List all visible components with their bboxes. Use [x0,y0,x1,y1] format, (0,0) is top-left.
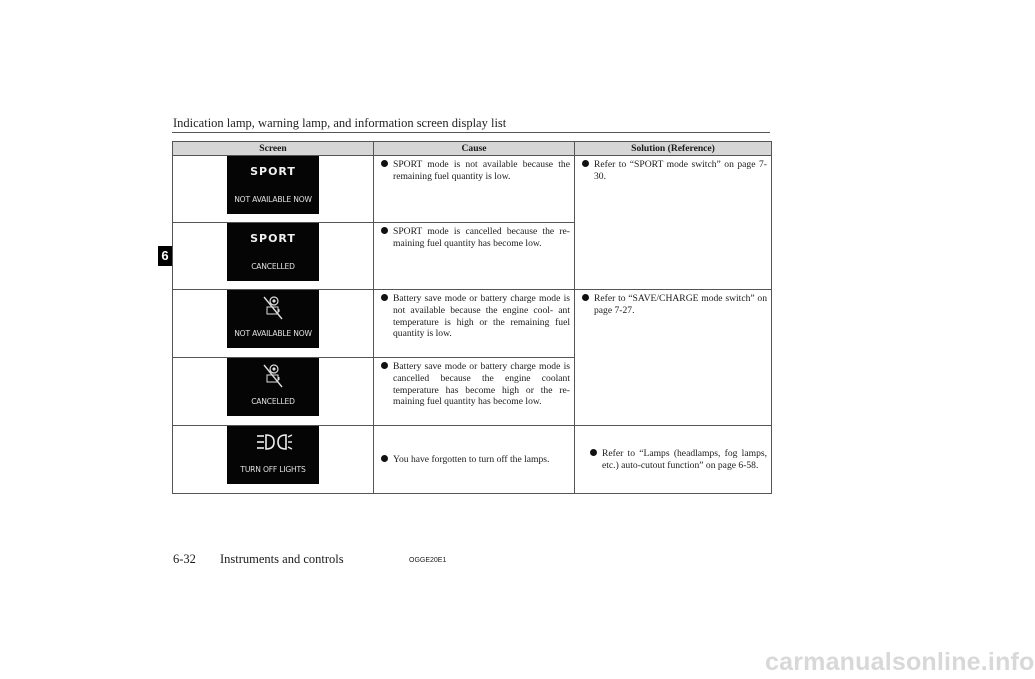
watermark: carmanualsonline.info [765,648,1035,676]
battery-save-icon [262,295,284,321]
cause-cell [374,156,575,223]
display-list-table [172,141,772,494]
battery-save-icon [262,363,284,389]
info-screen-display [227,426,319,484]
display-message: CANCELLED [251,262,295,271]
table-row [173,426,772,494]
cause-cell [374,223,575,290]
info-screen-display [227,290,319,348]
headlamp-icon [255,433,293,451]
header-rule [172,132,770,133]
display-message: NOT AVAILABLE NOW [234,195,312,204]
section-name: Instruments and controls [220,552,344,566]
info-screen-display [227,156,319,214]
screen-cell [173,156,374,223]
bullet-icon [381,160,388,167]
table-header-row [173,142,772,156]
sport-mode-label: SPORT [250,232,296,245]
screen-cell [173,223,374,290]
bullet-icon [582,160,589,167]
display-message: TURN OFF LIGHTS [240,465,306,474]
cause-text: You have forgotten to turn off the lamps. [393,453,550,465]
sport-mode-label: SPORT [250,165,296,178]
cause-text: SPORT mode is cancelled because the re- maining fuel quantity has become low. [393,226,570,249]
table-row [173,156,772,223]
display-message: NOT AVAILABLE NOW [234,329,312,338]
chapter-tab: 6 [158,246,172,266]
document-code: OGGE20E1 [409,557,447,564]
bullet-icon [381,362,388,369]
cause-cell [374,290,575,358]
cause-text: Battery save mode or battery charge mode is cancelled because the engine coolant temperature has become high or the re- maining fuel quantity has become low. [393,361,570,408]
page-number: 6-32 [173,552,196,566]
solution-cell [575,426,772,494]
column-header-screen: Screen [173,142,374,156]
cause-text: SPORT mode is not available because the remaining fuel quantity is low. [393,159,570,182]
bullet-icon [582,294,589,301]
solution-cell [575,290,772,426]
screen-cell [173,290,374,358]
screen-cell [173,426,374,494]
header-title: Indication lamp, warning lamp, and information screen display list [173,116,507,130]
solution-text: Refer to “Lamps (headlamps, fog lamps, etc.) auto-cutout function” on page 6-58. [602,447,767,471]
cause-cell [374,426,575,494]
solution-text: Refer to “SPORT mode switch” on page 7-30. [594,159,767,182]
cause-cell [374,358,575,426]
column-header-solution: Solution (Reference) [575,142,772,156]
info-screen-display [227,223,319,281]
column-header-cause: Cause [374,142,575,156]
solution-text: Refer to “SAVE/CHARGE mode switch” on page 7-27. [594,293,767,316]
display-message: CANCELLED [251,397,295,406]
bullet-icon [381,294,388,301]
bullet-icon [381,227,388,234]
table-row [173,290,772,358]
info-screen-display [227,358,319,416]
solution-cell [575,156,772,290]
cause-text: Battery save mode or battery charge mode is not available because the engine cool- ant temperature is high or the remaining fuel quantity is low. [393,293,570,340]
bullet-icon [381,455,388,462]
screen-cell [173,358,374,426]
bullet-icon [590,449,597,456]
